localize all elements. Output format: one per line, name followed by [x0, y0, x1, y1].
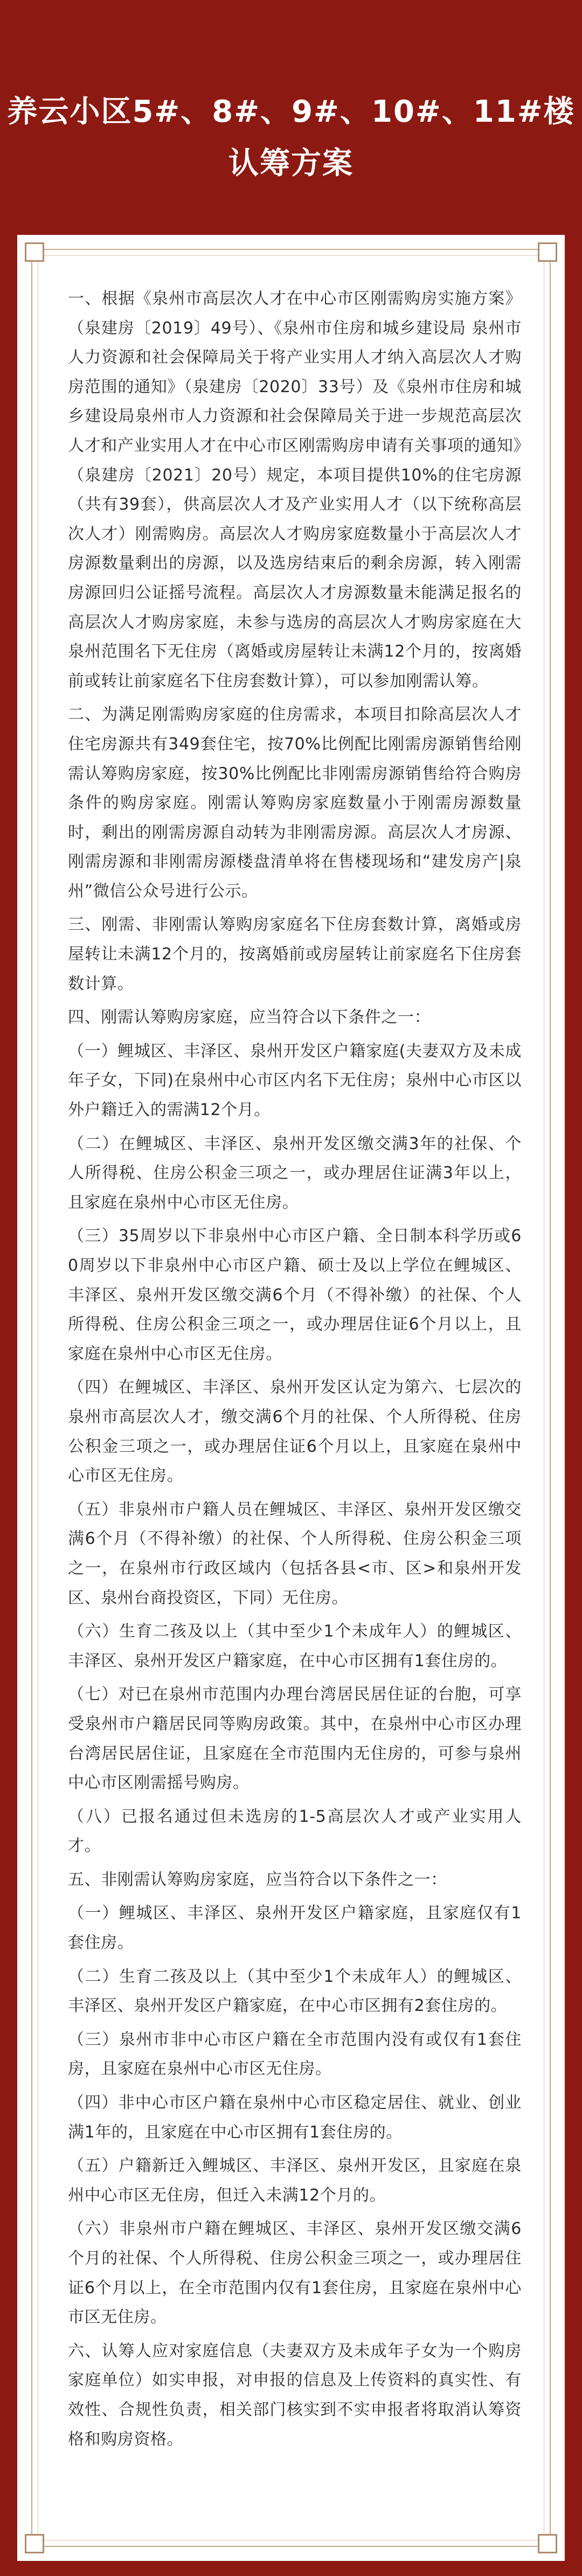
paragraph-rigid-condition-6: （六）生育二孩及以上（其中至少1个未成年人）的鲤城区、丰泽区、泉州开发区户籍家庭，在中心市区拥有1套住房的。	[68, 1622, 522, 1670]
frame-corner-ornament	[25, 2534, 44, 2553]
paragraph-rigid-condition-8: （八）已报名通过但未选房的1-5高层次人才或产业实用人才。	[68, 1807, 522, 1856]
paragraph-non-rigid-condition-1: （一）鲤城区、丰泽区、泉州开发区户籍家庭，且家庭仅有1套住房。	[68, 1904, 522, 1953]
paragraph-rigid-condition-3: （三）35周岁以下非泉州中心市区户籍、全日制本科学历或60周岁以下非泉州中心市区户籍、硕士及以上学位在鲤城区、丰泽区、泉州开发区缴交满6个月（不得补缴）的社保、个人所得税、住房公积金三项之一，或办理居住证6个月以上，且家庭在泉州中心市区无住房。	[68, 1227, 522, 1363]
document-paper	[17, 235, 565, 2561]
paragraph-non-rigid-condition-4: （四）非中心市区户籍在泉州中心市区稳定居住、就业、创业满1年的，且家庭在中心市区拥有1套住房的。	[68, 2093, 522, 2142]
paragraph-non-rigid-condition-2: （二）生育二孩及以上（其中至少1个未成年人）的鲤城区、丰泽区、泉州开发区户籍家庭，在中心市区拥有2套住房的。	[68, 1967, 522, 2016]
paragraph-rigid-condition-4: （四）在鲤城区、丰泽区、泉州开发区认定为第六、七层次的泉州市高层次人才，缴交满6个月的社保、个人所得税、住房公积金三项之一，或办理居住证6个月以上，且家庭在泉州中心市区无住房。	[68, 1378, 522, 1486]
paragraph-housing-allocation: 二、为满足刚需购房家庭的住房需求，本项目扣除高层次人才住宅房源共有349套住宅，按70%比例配比刚需房源销售给刚需认筹购房家庭，按30%比例配比非刚需房源销售给符合购房条件的购房家庭。刚需认筹购房家庭数量小于刚需房源数量时，剩出的刚需房源自动转为非刚需房源。高层次人才房源、刚需房源和非刚需房源楼盘清单将在售楼现场和“建发房产|泉州”微信公众号进行公示。	[68, 705, 522, 901]
document-body	[68, 284, 522, 2459]
paragraph-rigid-condition-1: （一）鲤城区、丰泽区、泉州开发区户籍家庭(夫妻双方及未成年子女，下同)在泉州中心市区内名下无住房；泉州中心市区以外户籍迁入的需满12个月。	[68, 1041, 522, 1120]
paragraph-non-rigid-condition-3: （三）泉州市非中心市区户籍在全市范围内没有或仅有1套住房，且家庭在泉州中心市区无住房。	[68, 2030, 522, 2079]
paragraph-declaration-duty: 六、认筹人应对家庭信息（夫妻双方及未成年子女为一个购房家庭单位）如实申报，对申报的信息及上传资料的真实性、有效性、合规性负责，相关部门核实到不实申报者将取消认筹资格和购房资格。	[68, 2341, 522, 2449]
paragraph-rigid-condition-2: （二）在鲤城区、丰泽区、泉州开发区缴交满3年的社保、个人所得税、住房公积金三项之一，或办理居住证满3年以上，且家庭在泉州中心市区无住房。	[68, 1134, 522, 1212]
paragraph-non-rigid-heading: 五、非刚需认筹购房家庭，应当符合以下条件之一：	[68, 1870, 447, 1889]
paragraph-non-rigid-condition-5: （五）户籍新迁入鲤城区、丰泽区、泉州开发区，且家庭在泉州中心市区无住房，但迁入未满12个月的。	[68, 2156, 522, 2205]
paragraph-policy-basis: 一、根据《泉州市高层次人才在中心市区刚需购房实施方案》（泉建房〔2019〕49号）、《泉州市住房和城乡建设局 泉州市人力资源和社会保障局关于将产业实用人才纳入高层次人才购房范围的通知》（泉建房〔2020〕33号）及《泉州市住房和城乡建设局泉州市人力资源和社会保障局关于进一步规范高层次人才和产业实用人才在中心市区刚需购房申请有关事项的通知》（泉建房〔2021〕20号）规定，本项目提供10%的住宅房源（共有39套），供高层次人才及产业实用人才（以下统称高层次人才）刚需购房。高层次人才购房家庭数量小于高层次人才房源数量剩出的房源，以及选房结束后的剩余房源，转入刚需房源回归公证摇号流程。高层次人才房源数量未能满足报名的高层次人才购房家庭，未参与选房的高层次人才购房家庭在大泉州范围名下无住房（离婚或房屋转让未满12个月的，按离婚前或转让前家庭名下住房套数计算），可以参加刚需认筹。	[68, 289, 522, 691]
paragraph-housing-count-rule: 三、刚需、非刚需认筹购房家庭名下住房套数计算，离婚或房屋转让未满12个月的，按离婚前或房屋转让前家庭名下住房套数计算。	[68, 915, 522, 993]
paragraph-rigid-demand-heading: 四、刚需认筹购房家庭，应当符合以下条件之一：	[68, 1008, 431, 1027]
frame-corner-ornament	[538, 242, 557, 262]
page-header	[0, 0, 582, 232]
paragraph-rigid-condition-5: （五）非泉州市户籍人员在鲤城区、丰泽区、泉州开发区缴交满6个月（不得补缴）的社保、个人所得税、住房公积金三项之一，在泉州市行政区域内（包括各县<市、区>和泉州开发区、泉州台商投资区，下同）无住房。	[68, 1500, 522, 1607]
paragraph-rigid-condition-7: （七）对已在泉州市范围内办理台湾居民居住证的台胞，可享受泉州市户籍居民同等购房政策。其中，在泉州中心市区办理台湾居民居住证，且家庭在全市范围内无住房的，可参与泉州中心市区刚需摇号购房。	[68, 1685, 522, 1793]
frame-corner-ornament	[538, 2534, 557, 2553]
page-title-line-1: 养云小区5#、8#、9#、10#、11#楼	[7, 94, 575, 129]
paragraph-non-rigid-condition-6: （六）非泉州市户籍在鲤城区、丰泽区、泉州开发区缴交满6个月的社保、个人所得税、住房公积金三项之一，或办理居住证6个月以上，在全市范围内仅有1套住房，且家庭在泉州中心市区无住房。	[68, 2219, 522, 2327]
frame-corner-ornament	[25, 242, 44, 262]
page-title-line-2: 认筹方案	[228, 146, 354, 181]
